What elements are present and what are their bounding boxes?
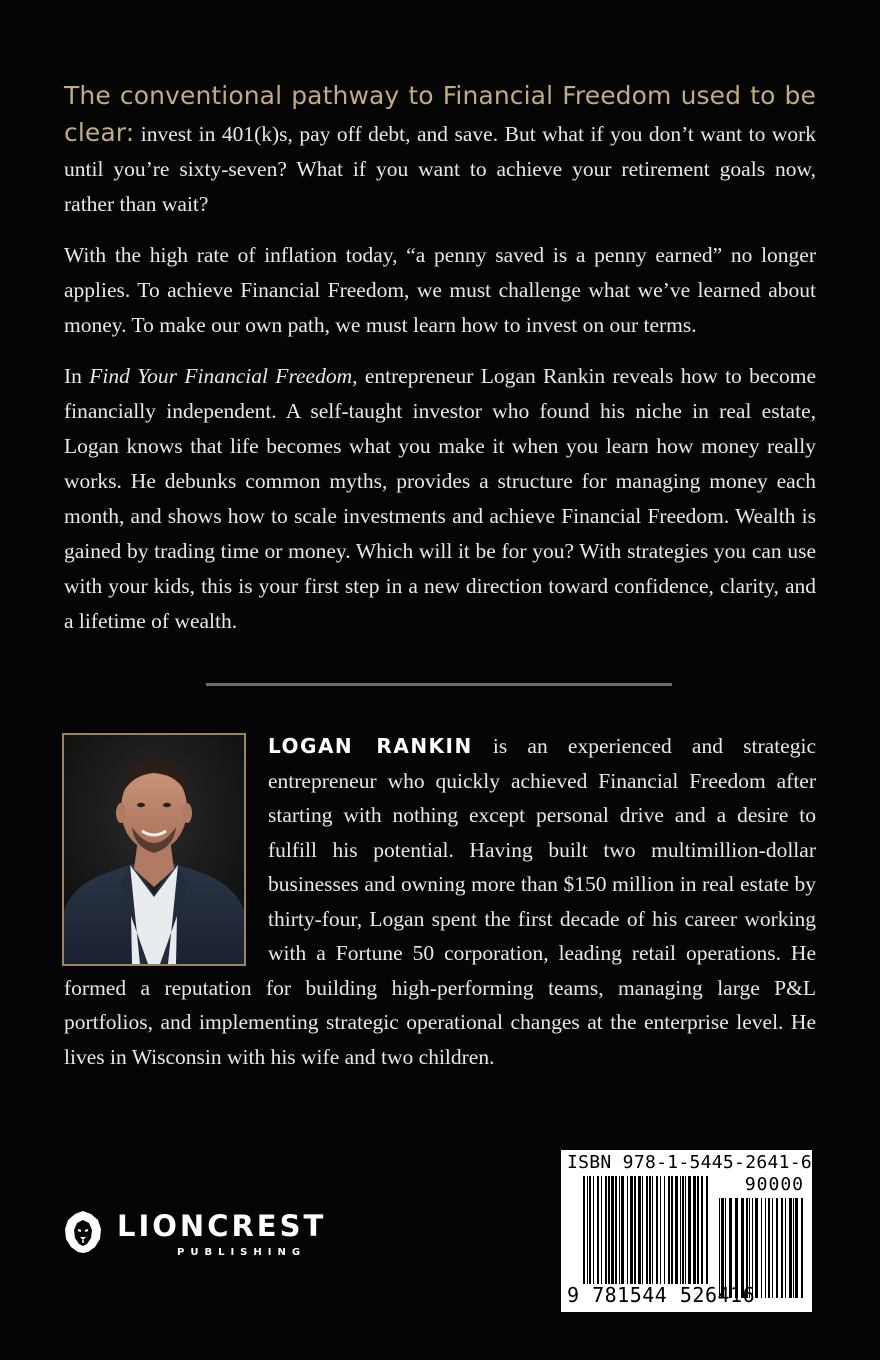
barcode-bar <box>768 1198 770 1298</box>
barcode-bar <box>587 1176 588 1284</box>
lead-sentence: The conventional pathway to Financial Freedom used to be clear: <box>64 81 816 147</box>
barcode-bar <box>583 1176 585 1284</box>
barcode-bar <box>589 1176 591 1284</box>
barcode-bar <box>656 1176 658 1284</box>
barcode-bar <box>646 1176 648 1284</box>
barcode-bar <box>627 1176 628 1284</box>
barcode-bar <box>642 1176 643 1284</box>
barcode-bar <box>706 1176 708 1284</box>
barcode-bar <box>664 1176 665 1284</box>
barcode-bar <box>671 1176 673 1284</box>
intro-paragraph <box>64 78 816 222</box>
barcode-bar <box>793 1198 794 1298</box>
barcode-bar <box>649 1176 651 1284</box>
barcode-bar <box>776 1198 778 1298</box>
publisher-subtitle: PUBLISHING <box>177 1247 307 1258</box>
barcode-bar <box>593 1176 594 1284</box>
barcode-bar <box>660 1176 661 1284</box>
summary-prefix: In <box>64 364 90 388</box>
book-summary-paragraph <box>64 359 816 639</box>
barcode-bar <box>761 1198 762 1298</box>
inflation-paragraph: With the high rate of inflation today, “a penny saved is a penny earned” no longer applies. To achieve Financial Freedom, we must challenge what we’ve learned about money. To make our own path, we must learn how to invest on our terms. <box>64 243 816 337</box>
barcode-bar <box>605 1176 607 1284</box>
section-divider <box>206 683 672 686</box>
barcode-bar <box>675 1176 678 1284</box>
barcode-bar <box>638 1176 641 1284</box>
barcode-bar <box>621 1176 624 1284</box>
barcode-bar <box>682 1176 684 1284</box>
barcode-bar <box>611 1176 614 1284</box>
isbn-number: ISBN 978-1-5445-2641-6 <box>567 1152 812 1173</box>
barcode-bar <box>697 1176 699 1284</box>
barcode-bar <box>701 1176 703 1284</box>
barcode-bar <box>789 1198 792 1298</box>
ean-digits: 9 781544 526416 <box>567 1283 756 1307</box>
price-code: 90000 <box>744 1174 804 1195</box>
publisher-logo <box>64 1206 364 1266</box>
barcode-bar <box>772 1198 773 1298</box>
photo-spacer <box>64 729 268 967</box>
intro-text: invest in 401(k)s, pay off debt, and save. But what if you don’t want to work until you’re sixty-seven? What if you want to achieve your retirement goals now, rather than wait? <box>64 122 816 216</box>
book-description <box>64 78 816 655</box>
author-bio <box>64 729 816 1074</box>
barcode-bar <box>795 1198 798 1298</box>
barcode-bar <box>680 1176 681 1284</box>
lion-head-icon <box>64 1210 102 1254</box>
barcode-bar <box>601 1176 602 1284</box>
summary-text: , entrepreneur Logan Rankin reveals how to become financially independent. A self-taught investor who found his niche in real estate, Logan knows that life becomes what you make it when you learn how money really works. He debunks common myths, provides a structure for managing money each month, and shows how to scale investments and achieve Financial Freedom. Wealth is gained by trading time or money. Which will it be for you? With strategies you can use with your kids, this is your first step in a new direction toward confidence, clarity, and a lifetime of wealth. <box>64 364 816 633</box>
barcode-bar <box>685 1176 686 1284</box>
author-bio-text: is an experienced and strategic entrepreneur who quickly achieved Financial Freedom after starting with nothing except personal drive and a desire to fulfill his potential. Having built two multimillion-dollar businesses and owning more than $150 million in real estate by thirty-four, Logan spent the first decade of his career working with a Fortune 50 corporation, leading retail operations. He formed a reputation for building high-performing teams, managing large P&L portfolios, and implementing strategic operational changes at the enterprise level. He lives in Wisconsin with his wife and two children. <box>64 734 816 1069</box>
isbn-barcode <box>561 1150 812 1312</box>
barcode-bar <box>634 1176 636 1284</box>
barcode-bar <box>615 1176 617 1284</box>
barcode-bar <box>668 1176 670 1284</box>
barcode-bar <box>785 1198 786 1298</box>
barcode-bar <box>688 1176 691 1284</box>
barcode-bar <box>597 1176 599 1284</box>
barcode-bar <box>765 1198 766 1298</box>
barcode-bar <box>619 1176 620 1284</box>
barcode-bar <box>781 1198 783 1298</box>
publisher-name: LIONCREST <box>117 1209 327 1243</box>
barcode-bar <box>755 1198 758 1298</box>
barcode-bar <box>630 1176 633 1284</box>
barcode-bar <box>652 1176 653 1284</box>
author-name: LOGAN RANKIN <box>268 734 473 758</box>
barcode-bar <box>608 1176 610 1284</box>
barcode-bar <box>693 1176 696 1284</box>
barcode-bar <box>801 1198 803 1298</box>
book-title: Find Your Financial Freedom <box>89 364 353 388</box>
